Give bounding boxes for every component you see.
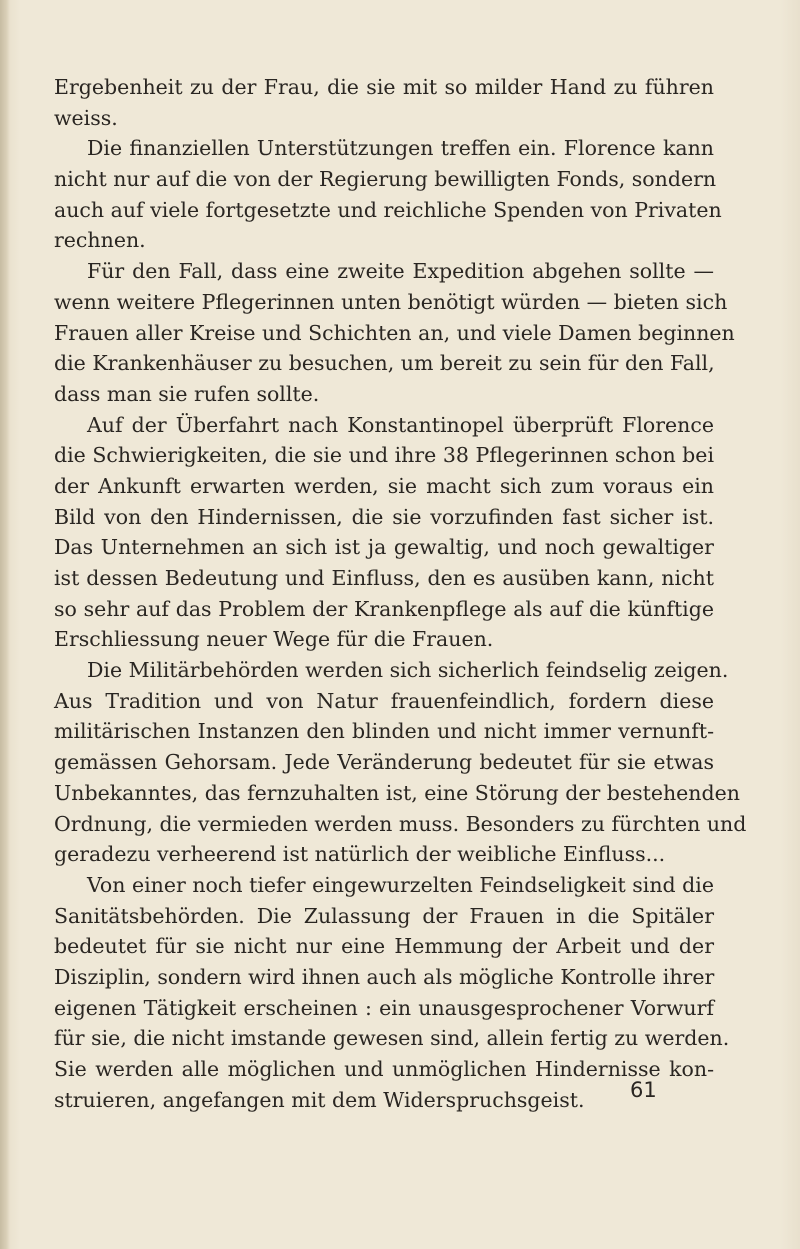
text-line: Von einer noch tiefer eingewurzelten Feindseligkeit sind die bbox=[87, 872, 714, 897]
text-line: Die finanziellen Unterstützungen treffen ein. Florence kann bbox=[87, 136, 714, 161]
text-line: Aus Tradition und von Natur frauenfeindlich, fordern diese bbox=[54, 688, 714, 713]
text-line: geradezu verheerend ist natürlich der weibliche Einfluss... bbox=[54, 842, 666, 867]
text-line: Die Militärbehörden werden sich sicherlich feindselig zeigen. bbox=[87, 658, 729, 683]
text-line: Unbekanntes, das fernzuhalten ist, eine Störung der bestehenden bbox=[54, 780, 740, 805]
text-line: der Ankunft erwarten werden, sie macht sich zum voraus ein bbox=[54, 473, 714, 498]
book-spine-edge bbox=[0, 0, 10, 1249]
text-line: struieren, angefangen mit dem Widerspruchsgeist. bbox=[54, 1087, 585, 1112]
text-line: Auf der Überfahrt nach Konstantinopel überprüft Florence bbox=[87, 412, 714, 437]
text-line: ist dessen Bedeutung und Einfluss, den es ausüben kann, nicht bbox=[54, 566, 714, 590]
text-line: Erschliessung neuer Wege für die Frauen. bbox=[54, 627, 494, 652]
text-line: Frauen aller Kreise und Schichten an, und viele Damen beginnen bbox=[54, 320, 735, 345]
text-line: nicht nur auf die von der Regierung bewilligten Fonds, sondern bbox=[54, 167, 717, 192]
text-line: die Krankenhäuser zu besuchen, um bereit zu sein für den Fall, bbox=[54, 351, 715, 376]
text-line: rechnen. bbox=[54, 228, 146, 253]
text-line: die Schwierigkeiten, die sie und ihre 38 Pflegerinnen schon bei bbox=[54, 443, 714, 468]
text-line: Für den Fall, dass eine zweite Expedition abgehen sollte — bbox=[87, 259, 714, 284]
text-line: Das Unternehmen an sich ist ja gewaltig, und noch gewaltiger bbox=[54, 535, 714, 560]
text-line: Ordnung, die vermieden werden muss. Besonders zu fürchten und bbox=[54, 811, 747, 836]
page-number: 61 bbox=[630, 1078, 657, 1102]
text-line: dass man sie rufen sollte. bbox=[54, 381, 320, 406]
text-line: Bild von den Hindernissen, die sie vorzufinden fast sicher ist. bbox=[54, 504, 714, 529]
body-text bbox=[54, 72, 747, 1115]
text-line: militärischen Instanzen den blinden und nicht immer vernunft- bbox=[54, 719, 714, 744]
text-line: so sehr auf das Problem der Krankenpflege als auf die künftige bbox=[54, 596, 714, 621]
text-line: Sanitätsbehörden. Die Zulassung der Frauen in die Spitäler bbox=[54, 903, 714, 928]
text-line: Disziplin, sondern wird ihnen auch als mögliche Kontrolle ihrer bbox=[54, 964, 715, 989]
text-line: auch auf viele fortgesetzte und reichliche Spenden von Privaten bbox=[54, 197, 722, 222]
text-line: wenn weitere Pflegerinnen unten benötigt würden — bieten sich bbox=[54, 289, 728, 314]
text-line: Sie werden alle möglichen und unmöglichen Hindernisse kon- bbox=[54, 1057, 714, 1081]
text-line: gemässen Gehorsam. Jede Veränderung bedeutet für sie etwas bbox=[54, 750, 714, 775]
text-line: Ergebenheit zu der Frau, die sie mit so milder Hand zu führen bbox=[54, 75, 714, 99]
text-line: bedeutet für sie nicht nur eine Hemmung der Arbeit und der bbox=[54, 934, 714, 959]
text-line: eigenen Tätigkeit erscheinen : ein unausgesprochener Vorwurf bbox=[54, 995, 714, 1020]
text-line: für sie, die nicht imstande gewesen sind, allein fertig zu werden. bbox=[54, 1026, 730, 1051]
text-line: weiss. bbox=[54, 105, 118, 130]
